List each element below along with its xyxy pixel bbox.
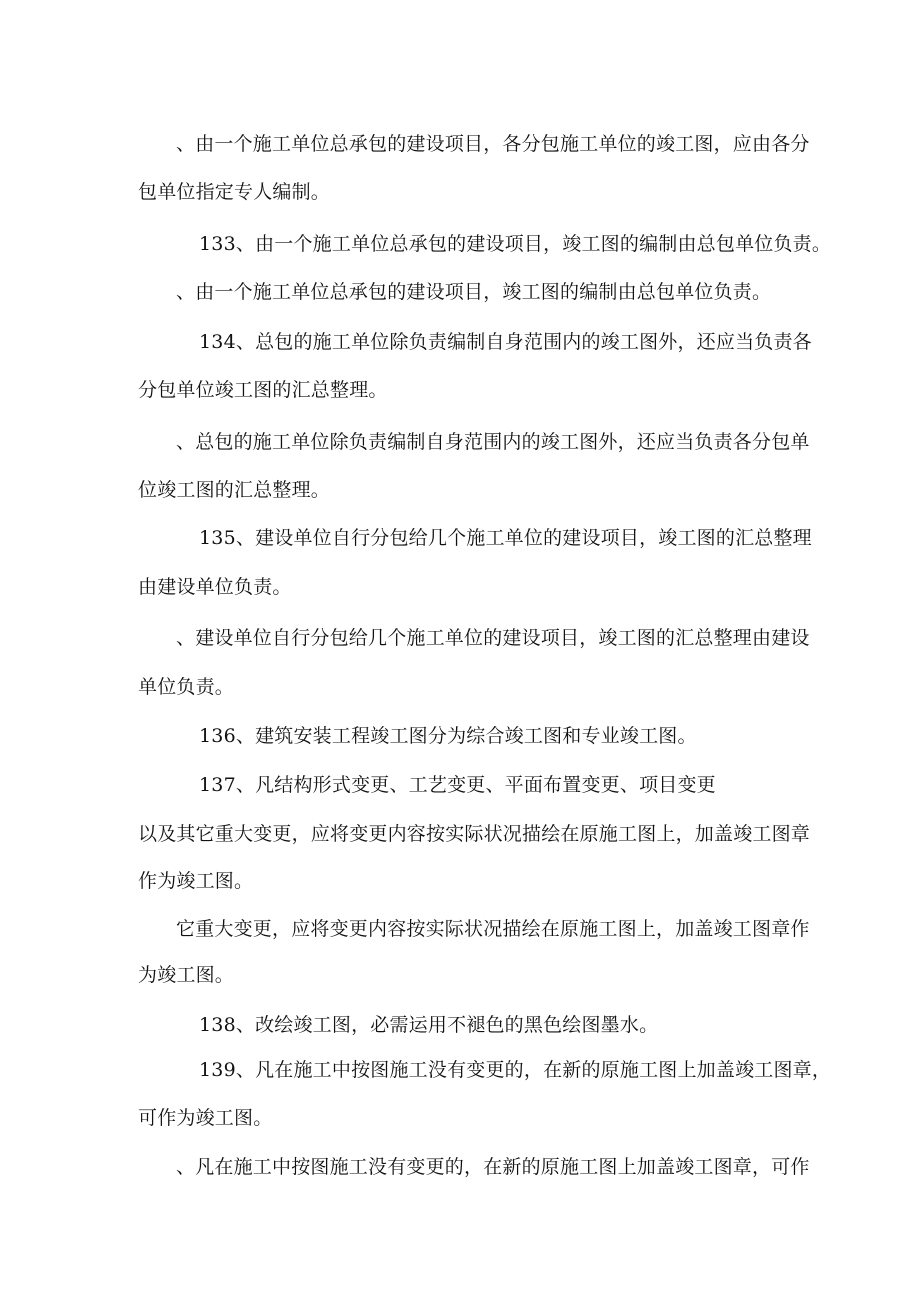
paragraph-line: 作为竣工图。 — [138, 870, 254, 892]
paragraph-line: 138、改绘竣工图，必需运用不褪色的黑色绘图墨水。 — [199, 1014, 659, 1036]
paragraph-line: 它重大变更，应将变更内容按实际状况描绘在原施工图上，加盖竣工图章作 — [176, 918, 810, 940]
paragraph-line: 以及其它重大变更，应将变更内容按实际状况描绘在原施工图上，加盖竣工图章 — [138, 823, 811, 845]
paragraph-line: 135、建设单位自行分包给几个施工单位的建设项目，竣工图的汇总整理 — [199, 527, 812, 549]
paragraph-line: 、凡在施工中按图施工没有变更的，在新的原施工图上加盖竣工图章，可作 — [176, 1156, 810, 1178]
paragraph-line: 分包单位竣工图的汇总整理。 — [138, 379, 388, 401]
paragraph-line: 由建设单位负责。 — [138, 576, 292, 598]
paragraph-line: 134、总包的施工单位除负责编制自身范围内的竣工图外，还应当负责各 — [199, 331, 812, 353]
paragraph-line: 可作为竣工图。 — [138, 1107, 273, 1129]
paragraph-line: 139、凡在施工中按图施工没有变更的，在新的原施工图上加盖竣工图章， — [199, 1059, 832, 1081]
paragraph-line: 、由一个施工单位总承包的建设项目，竣工图的编制由总包单位负责。 — [176, 281, 772, 303]
paragraph-line: 133、由一个施工单位总承包的建设项目，竣工图的编制由总包单位负责。 — [199, 233, 832, 255]
paragraph-line: 、建设单位自行分包给几个施工单位的建设项目，竣工图的汇总整理由建设 — [176, 627, 810, 649]
paragraph-line: 位竣工图的汇总整理。 — [138, 479, 331, 501]
paragraph-line: 包单位指定专人编制。 — [138, 181, 331, 203]
paragraph-line: 为竣工图。 — [138, 964, 235, 986]
paragraph-line: 、总包的施工单位除负责编制自身范围内的竣工图外，还应当负责各分包单 — [176, 431, 810, 453]
paragraph-line: 137、凡结构形式变更、工艺变更、平面布置变更、项目变更 — [199, 774, 716, 796]
paragraph-line: 136、建筑安装工程竣工图分为综合竣工图和专业竣工图。 — [199, 725, 697, 747]
paragraph-line: 单位负责。 — [138, 676, 235, 698]
paragraph-line: 、由一个施工单位总承包的建设项目，各分包施工单位的竣工图，应由各分 — [176, 133, 810, 155]
